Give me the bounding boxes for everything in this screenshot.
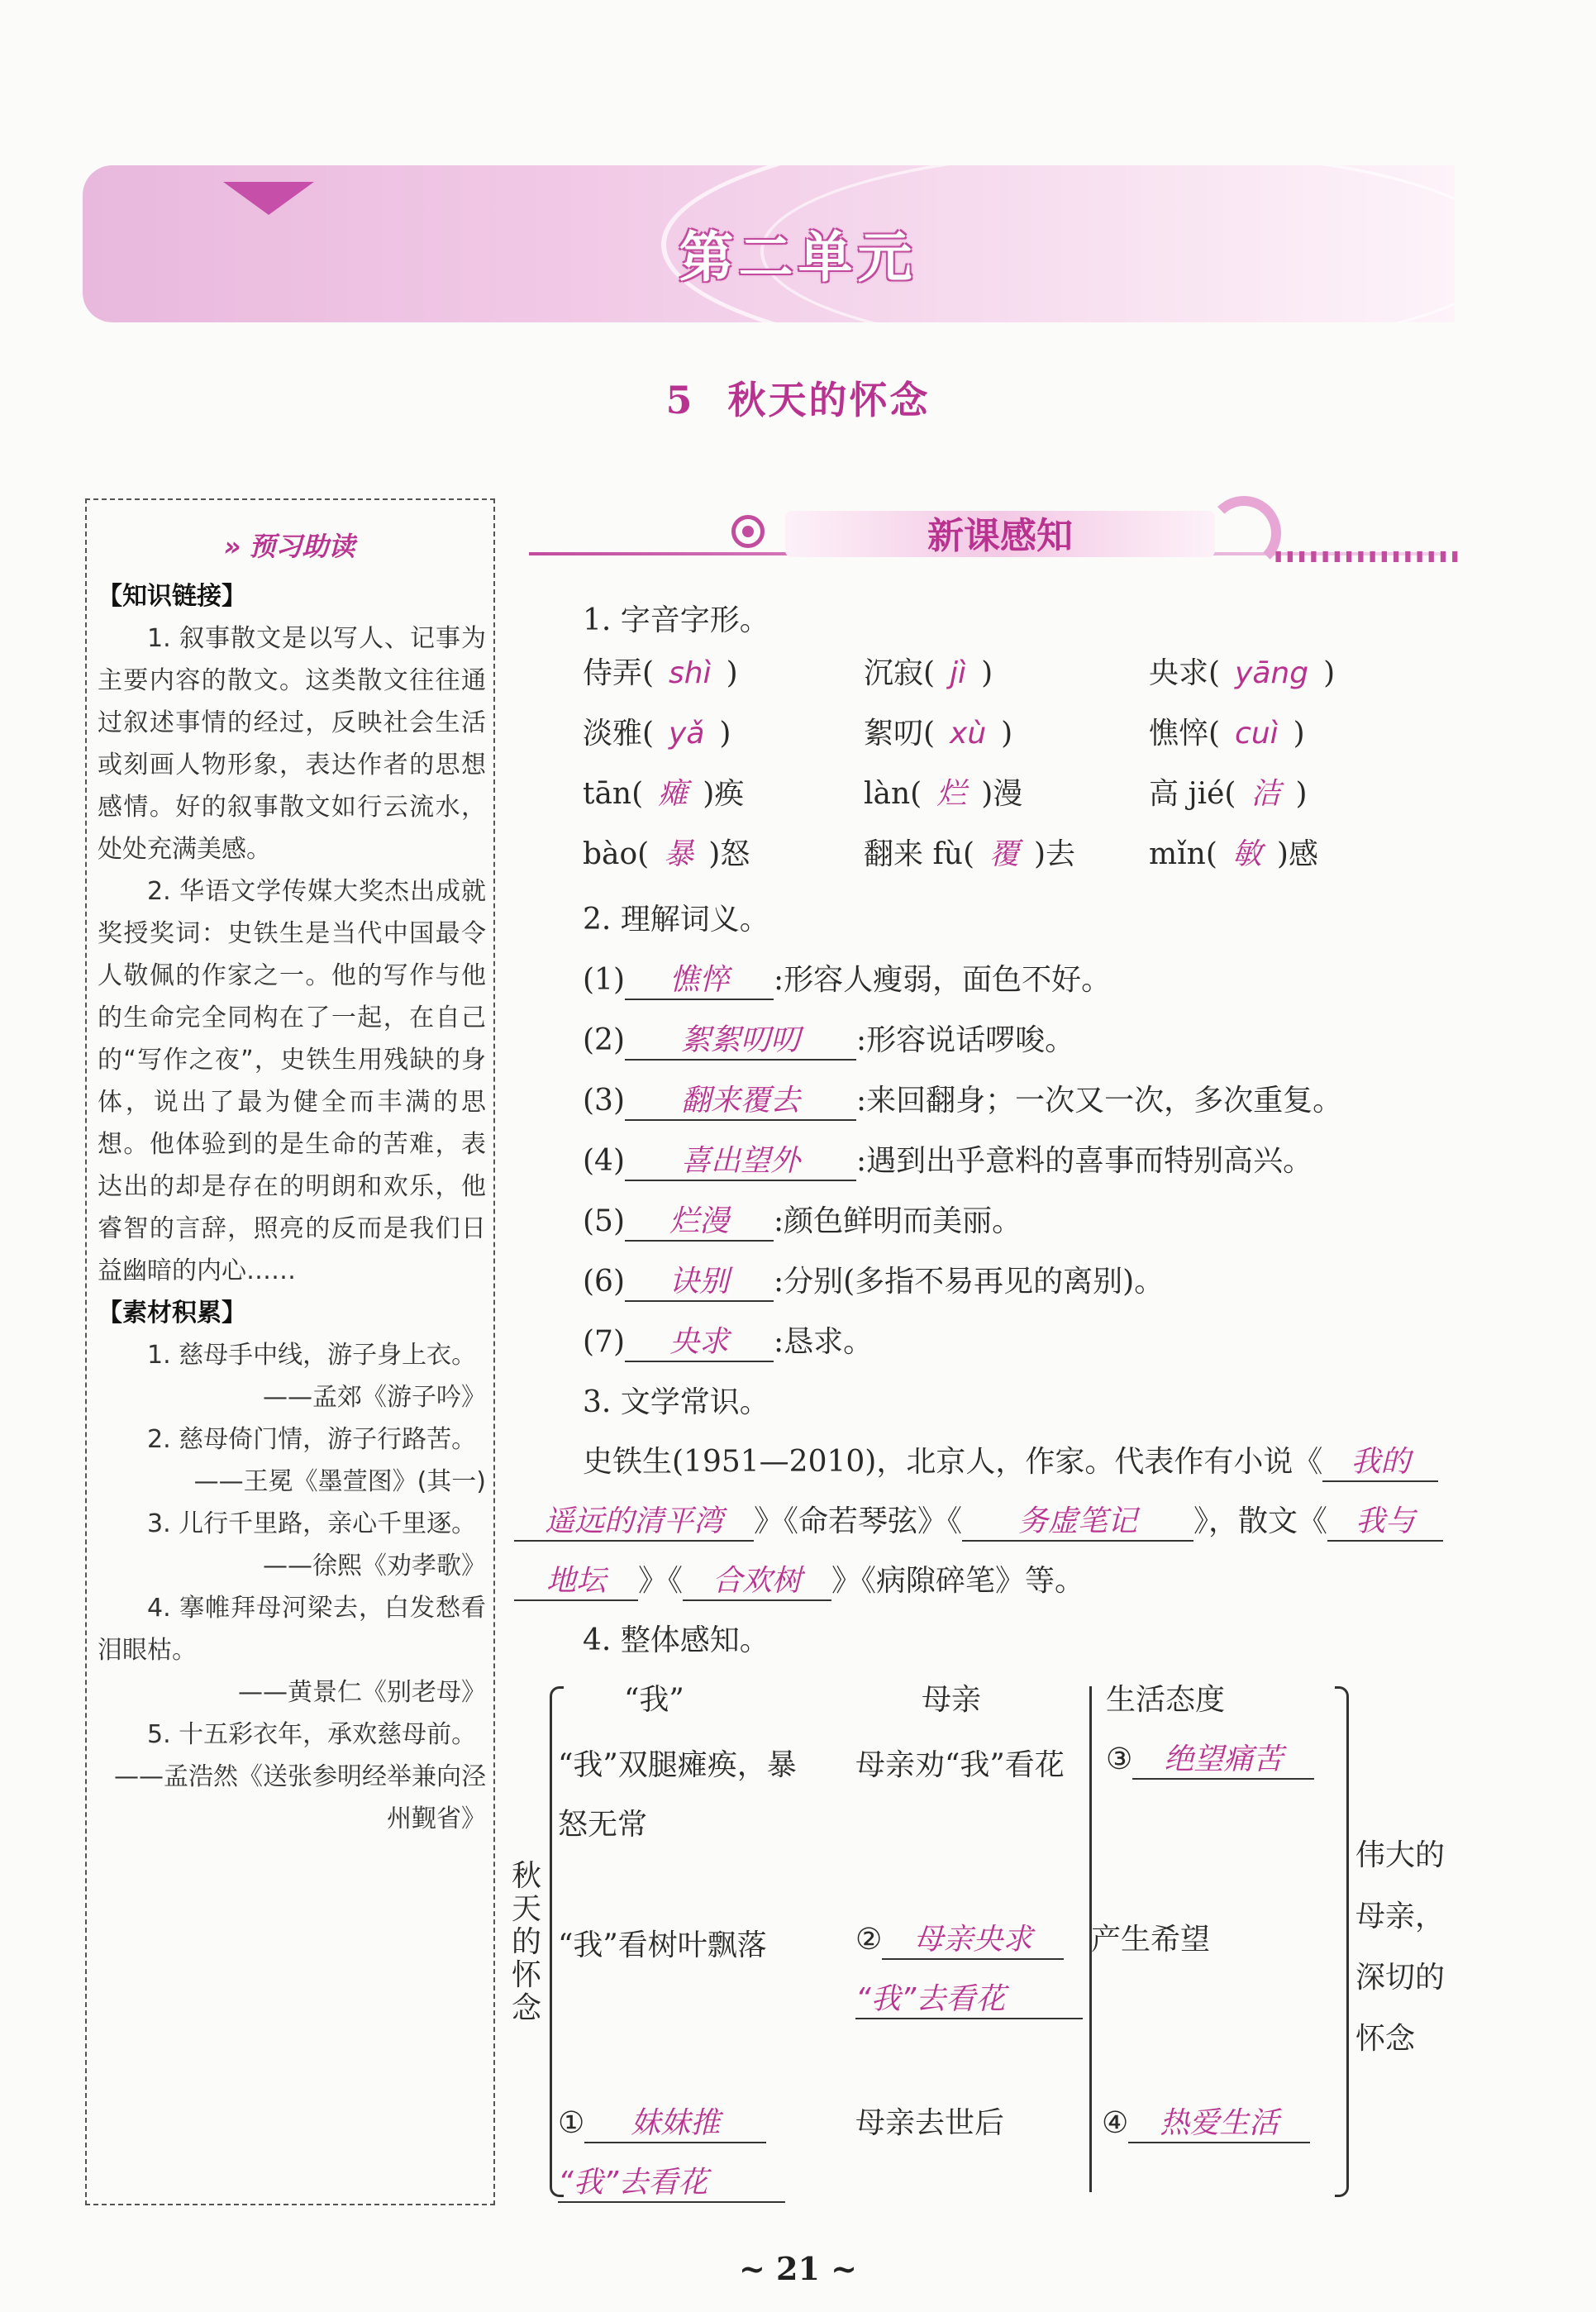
answer-blank[interactable]: “我”去看花 — [855, 1976, 1083, 2019]
q1-word: tān( — [583, 777, 644, 811]
answer-blank[interactable]: 诀别 — [625, 1258, 774, 1302]
answer-blank[interactable]: 央求 — [625, 1318, 774, 1362]
col-header-attitude: 生活态度 — [1106, 1683, 1226, 1717]
material-item: 5. 十五彩衣年，承欢慈母前。 — [147, 1720, 477, 1749]
answer-blank[interactable]: 母亲央求 — [882, 1916, 1064, 1960]
q1-answer[interactable]: xù — [950, 717, 987, 751]
q2-definition: :颜色鲜明而美丽。 — [774, 1204, 1022, 1238]
q1-word-end: )痪 — [703, 777, 745, 811]
row3-me: ① 妹妹推 — [558, 2100, 766, 2143]
q1-word-end: ) — [1323, 656, 1336, 690]
material-source: ——王冕《墨萱图》(其一) — [193, 1467, 486, 1496]
q1-word-end: ) — [726, 656, 738, 690]
material-item: 3. 儿行千里路，亲心千里逐。 — [147, 1509, 477, 1538]
row3-mother: 母亲去世后 — [855, 2106, 1005, 2140]
col-header-me: “我” — [624, 1683, 684, 1717]
q2-number: (1) — [583, 963, 625, 997]
diagram-side-label: 秋天的怀念 — [511, 1859, 541, 2025]
q1-answer[interactable]: 烂 — [936, 777, 967, 811]
target-icon — [731, 515, 765, 548]
q1-answer[interactable]: shì — [669, 656, 712, 690]
row2-mother-2 — [855, 1976, 1083, 2019]
answer-blank[interactable]: 妹妹推 — [584, 2100, 766, 2143]
q2-item — [583, 1137, 1313, 1181]
q1-word: 高 jié( — [1149, 777, 1236, 811]
material-item: 4. 搴帷拜母河梁去，白发愁看泪眼枯。 — [98, 1594, 486, 1665]
q1-word: 淡雅( — [583, 717, 655, 751]
material-item: 2. 慈母倚门情，游子行路苦。 — [147, 1425, 477, 1454]
q1-item — [583, 710, 731, 752]
answer-blank[interactable]: 热爱生活 — [1128, 2100, 1310, 2143]
q1-answer[interactable]: 敏 — [1232, 837, 1262, 871]
col-header-mother: 母亲 — [922, 1683, 982, 1717]
q1-word-end: )去 — [1034, 837, 1076, 871]
q2-number: (5) — [583, 1204, 625, 1238]
answer-blank[interactable]: 憔悴 — [625, 956, 774, 1000]
material-label: 【素材积累】 — [98, 1299, 246, 1328]
q4-label: 4. 整体感知。 — [583, 1623, 769, 1657]
q1-word-end: )感 — [1276, 837, 1318, 871]
q1-word: 憔悴( — [1149, 717, 1221, 751]
answer-blank[interactable]: 地坛 — [514, 1557, 638, 1601]
answer-blank[interactable]: 遥远的清平湾 — [514, 1498, 754, 1542]
arc-decoration-icon — [1207, 496, 1281, 570]
lesson-name: 秋天的怀念 — [727, 378, 931, 422]
unit-title: 第二单元 — [679, 226, 917, 289]
q1-answer[interactable]: 洁 — [1251, 777, 1281, 811]
q1-word-end: )漫 — [981, 777, 1023, 811]
section-title: 新课感知 — [927, 515, 1073, 557]
answer-blank[interactable]: 絮絮叨叨 — [625, 1017, 856, 1061]
row2-mother: ② 母亲央求 — [855, 1916, 1064, 1960]
q1-word: mǐn( — [1149, 837, 1217, 871]
lesson-number: 5 — [665, 378, 695, 422]
q1-item — [583, 650, 738, 692]
q3-label: 3. 文学常识。 — [583, 1385, 769, 1419]
q2-definition: :形容说话啰唆。 — [856, 1023, 1075, 1057]
material-source: ——徐熙《劝孝歌》 — [263, 1552, 486, 1580]
q1-word-end: ) — [719, 717, 731, 751]
answer-blank[interactable]: 我的 — [1322, 1438, 1438, 1482]
q3-line-1: 史铁生(1951—2010)，北京人，作家。代表作有小说《 我的 — [583, 1438, 1438, 1482]
q2-item — [583, 1077, 1342, 1121]
material-source: ——孟浩然《送张参明经举兼向泾州觐省》 — [114, 1762, 486, 1833]
q2-item — [583, 1258, 1164, 1302]
q1-item — [864, 650, 993, 692]
knowledge-item: 2. 华语文学传媒大奖杰出成就奖授奖词：史铁生是当代中国最令人敬佩的作家之一。他的写作与他的生命完全同构在了一起，在自己的“写作之夜”，史铁生用残缺的身体，说出了最为健全而丰满的思想。他体验到的是生命的苦难，表达出的却是存在的明朗和欢乐，他睿智的言辞，照亮的反而是我们日益幽暗的内心…… — [98, 877, 486, 1285]
q1-item — [583, 770, 744, 813]
q1-answer[interactable]: jì — [950, 656, 967, 690]
row2-me: “我”看树叶飘落 — [558, 1928, 767, 1962]
q2-definition: :遇到出乎意料的喜事而特别高兴。 — [856, 1144, 1313, 1178]
answer-blank[interactable]: 喜出望外 — [625, 1137, 856, 1181]
q1-item — [1149, 831, 1318, 873]
q1-item — [1149, 710, 1305, 752]
material-item: 1. 慈母手中线，游子身上衣。 — [147, 1341, 477, 1370]
knowledge-item: 1. 叙事散文是以写人、记事为主要内容的散文。这类散文往往通过叙述事情的经过，反映社会生活或刻画人物形象，表达作者的思想感情。好的叙事散文如行云流水，处处充满美感。 — [98, 624, 486, 864]
answer-blank[interactable]: 合欢树 — [683, 1557, 831, 1601]
q1-word: 沉寂( — [864, 656, 936, 690]
q1-item — [864, 710, 1012, 752]
q1-answer[interactable]: 覆 — [989, 837, 1020, 871]
q1-word: làn( — [864, 777, 922, 811]
row1-me: “我”双腿瘫痪，暴怒无常 — [558, 1748, 797, 1842]
q1-label: 1. 字音字形。 — [583, 603, 769, 637]
q2-definition: :分别(多指不易再见的离别)。 — [774, 1265, 1165, 1299]
q2-item — [583, 1017, 1074, 1061]
q2-number: (6) — [583, 1265, 625, 1299]
q1-word-end: ) — [1001, 717, 1013, 751]
material-source: ——孟郊《游子吟》 — [263, 1383, 486, 1412]
q1-word: 翻来 fù( — [864, 837, 974, 871]
q1-answer[interactable]: 瘫 — [658, 777, 688, 811]
answer-blank[interactable]: 务虚笔记 — [962, 1498, 1193, 1542]
q2-definition: :来回翻身；一次又一次，多次重复。 — [856, 1084, 1343, 1118]
q2-number: (3) — [583, 1084, 625, 1118]
answer-blank[interactable]: 绝望痛苦 — [1132, 1736, 1314, 1780]
lesson-title — [0, 370, 1596, 425]
q2-item — [583, 1198, 1022, 1242]
q3-line-2: 遥远的清平湾 》《命若琴弦》《 务虚笔记 》，散文《 我与 — [514, 1498, 1443, 1542]
q1-item — [864, 770, 1022, 813]
answer-blank[interactable]: 我与 — [1327, 1498, 1443, 1542]
row1-attitude: ③ 绝望痛苦 — [1106, 1736, 1314, 1780]
knowledge-label: 【知识链接】 — [98, 582, 246, 611]
q1-item — [1149, 650, 1335, 692]
q2-item — [583, 1318, 873, 1362]
q1-item — [864, 831, 1075, 873]
row1-mother: 母亲劝“我”看花 — [855, 1748, 1065, 1782]
answer-blank[interactable]: “我”去看花 — [558, 2159, 785, 2203]
answer-blank[interactable]: 烂漫 — [625, 1198, 774, 1242]
q2-label: 2. 理解词义。 — [583, 903, 769, 937]
q2-number: (7) — [583, 1325, 625, 1359]
page-number: ~ 21 ~ — [738, 2250, 858, 2287]
q1-word: bào( — [583, 837, 650, 871]
diagram-right-bracket — [1335, 1686, 1349, 2197]
q1-item — [1149, 770, 1308, 813]
q2-definition: :恳求。 — [774, 1325, 874, 1359]
row3-attitude: ④ 热爱生活 — [1102, 2100, 1310, 2143]
answer-blank[interactable]: 翻来覆去 — [625, 1077, 856, 1121]
q1-word: 絮叨( — [864, 717, 936, 751]
q3-line-3: 地坛 》《 合欢树 》《病隙碎笔》等。 — [514, 1557, 1084, 1601]
material-source: ——黄景仁《别老母》 — [238, 1678, 486, 1707]
q1-answer[interactable]: cuì — [1235, 717, 1279, 751]
q2-item — [583, 956, 1111, 1000]
double-chevron-icon: » — [223, 531, 241, 562]
q2-number: (2) — [583, 1023, 625, 1057]
sidebar-heading: » 预习助读 — [223, 531, 355, 562]
q1-word-end: ) — [1293, 717, 1305, 751]
q1-answer[interactable]: 暴 — [664, 837, 694, 871]
q1-item — [583, 831, 750, 873]
row2-attitude: 产生希望 — [1091, 1923, 1211, 1957]
diagram-conclusion: 伟大的母亲，深切的怀念 — [1355, 1838, 1446, 2056]
sidebar-content — [98, 575, 486, 1840]
q2-number: (4) — [583, 1144, 625, 1178]
q1-word: 央求( — [1149, 656, 1221, 690]
q1-word-end: )怒 — [708, 837, 750, 871]
tick-decoration-icon: ▮▮▮▮▮▮▮▮▮▮▮▮▮▮▮▮ — [1273, 546, 1461, 566]
q1-word-end: ) — [1295, 777, 1308, 811]
row3-me-2 — [558, 2159, 785, 2203]
q1-answer[interactable]: yǎ — [669, 717, 705, 751]
q1-answer[interactable]: yāng — [1235, 656, 1309, 690]
banner-arrow-icon — [223, 182, 314, 215]
q1-word-end: ) — [981, 656, 993, 690]
q2-definition: :形容人瘦弱，面色不好。 — [774, 963, 1112, 997]
q1-word: 侍弄( — [583, 656, 655, 690]
